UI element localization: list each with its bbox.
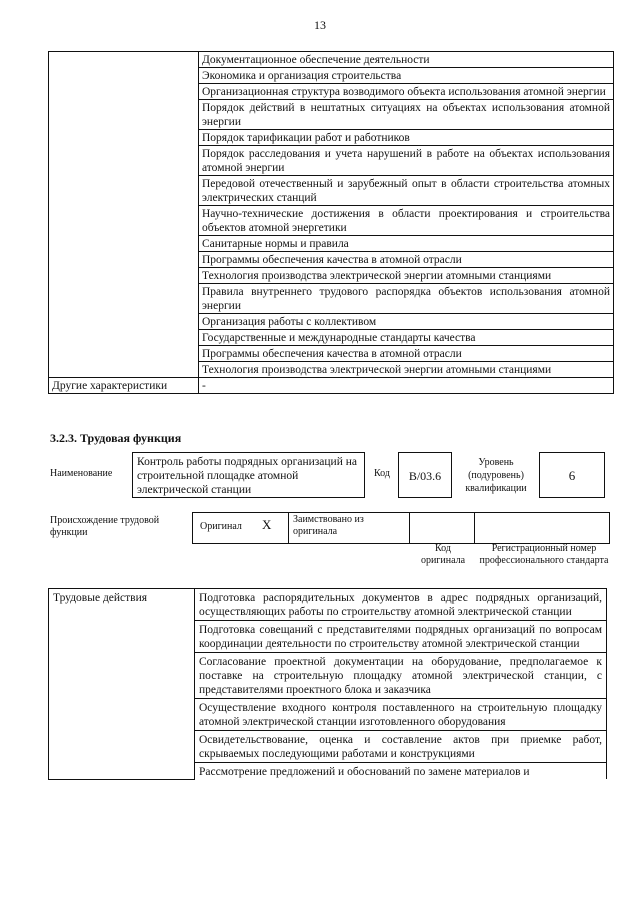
section-title: 3.2.3. Трудовая функция bbox=[50, 431, 182, 445]
table-row bbox=[49, 362, 614, 378]
blank-cell bbox=[49, 100, 199, 130]
table-row bbox=[49, 176, 614, 206]
knowledge-item: Программы обеспечения качества в атомной отрасли bbox=[199, 346, 614, 362]
knowledge-item: Порядок расследования и учета нарушений в работе на объектах использования атомной энергии bbox=[199, 146, 614, 176]
table-row bbox=[49, 252, 614, 268]
original-code-cell bbox=[409, 512, 475, 544]
knowledge-item: Порядок действий в нештатных ситуациях на объектах использования атомной энергии bbox=[199, 100, 614, 130]
original-label: Оригинал bbox=[200, 521, 242, 532]
knowledge-table bbox=[48, 51, 614, 394]
table-row bbox=[49, 284, 614, 314]
page-number: 13 bbox=[314, 18, 326, 32]
blank-cell bbox=[49, 68, 199, 84]
table-row bbox=[49, 330, 614, 346]
blank-cell bbox=[49, 284, 199, 314]
table-row bbox=[49, 84, 614, 100]
knowledge-item: Документационное обеспечение деятельности bbox=[199, 52, 614, 68]
code-caption: Код оригинала bbox=[420, 543, 466, 566]
table-row bbox=[49, 589, 607, 621]
blank-cell bbox=[49, 236, 199, 252]
table-row bbox=[49, 314, 614, 330]
knowledge-item: Государственные и международные стандарты качества bbox=[199, 330, 614, 346]
knowledge-item: Правила внутреннего трудового распорядка объектов использования атомной энергии bbox=[199, 284, 614, 314]
origin-label: Происхождение трудовой функции bbox=[50, 515, 160, 538]
knowledge-item: Программы обеспечения качества в атомной отрасли bbox=[199, 252, 614, 268]
table-row bbox=[49, 130, 614, 146]
knowledge-item: Организация работы с коллективом bbox=[199, 314, 614, 330]
other-label: Другие характеристики bbox=[49, 378, 199, 394]
function-name-text: Контроль работы подрядных организаций на строительной площадке атомной электрической станции bbox=[137, 456, 357, 496]
level-value bbox=[539, 452, 605, 498]
labor-action-item: Подготовка совещаний с представителями подрядных организаций по вопросам координации деятельности по строительству атомной электрической станции bbox=[195, 621, 607, 653]
knowledge-item: Технология производства электрической энергии атомными станциями bbox=[199, 268, 614, 284]
table-row bbox=[49, 378, 614, 394]
labor-action-item: Согласование проектной документации на оборудование, предполагаемое к поставке на строительную площадку атомной электрической станции, с представителями проектного блока и заказчика bbox=[195, 653, 607, 699]
blank-cell bbox=[49, 362, 199, 378]
blank-cell bbox=[49, 252, 199, 268]
table-row bbox=[49, 236, 614, 252]
table-row bbox=[49, 52, 614, 68]
name-label: Наименование bbox=[50, 468, 113, 479]
code-label: Код bbox=[374, 468, 390, 479]
knowledge-item: Передовой отечественный и зарубежный опыт в области строительства атомных электрических станций bbox=[199, 176, 614, 206]
level-value-text: 6 bbox=[568, 468, 576, 483]
borrowed-label: Заимствовано из оригинала bbox=[293, 514, 364, 537]
blank-cell bbox=[49, 84, 199, 100]
reg-caption: Регистрационный номер профессионального стандарта bbox=[479, 543, 609, 566]
knowledge-item: Организационная структура возводимого объекта использования атомной энергии bbox=[199, 84, 614, 100]
knowledge-item: Экономика и организация строительства bbox=[199, 68, 614, 84]
knowledge-item: Научно-технические достижения в области проектирования и строительства объектов атомной энергетики bbox=[199, 206, 614, 236]
other-value: - bbox=[199, 378, 614, 394]
labor-actions-table bbox=[48, 588, 607, 780]
labor-action-item: Осуществление входного контроля поставленного на строительную площадку атомной электрической станции изготовленного оборудования bbox=[195, 699, 607, 731]
knowledge-item: Санитарные нормы и правила bbox=[199, 236, 614, 252]
blank-cell bbox=[49, 130, 199, 146]
table-row bbox=[49, 268, 614, 284]
table-row bbox=[49, 100, 614, 130]
table-row bbox=[49, 68, 614, 84]
knowledge-item: Порядок тарификации работ и работников bbox=[199, 130, 614, 146]
labor-actions-label: Трудовые действия bbox=[49, 589, 195, 780]
labor-action-item: Подготовка распорядительных документов в адрес подрядных организаций, осуществляющих работы по строительству атомной электрической станции bbox=[195, 589, 607, 621]
table-row bbox=[49, 206, 614, 236]
blank-cell bbox=[49, 176, 199, 206]
table-row bbox=[49, 146, 614, 176]
function-name bbox=[132, 452, 365, 498]
knowledge-item: Технология производства электрической энергии атомными станциями bbox=[199, 362, 614, 378]
blank-cell bbox=[49, 146, 199, 176]
blank-cell bbox=[49, 330, 199, 346]
table-row bbox=[49, 346, 614, 362]
level-label: Уровень (подуровень) квалификации bbox=[465, 457, 527, 494]
blank-cell bbox=[49, 314, 199, 330]
labor-action-item: Освидетельствование, оценка и составление актов при приемке работ, скрываемых последующими работами и конструкциями bbox=[195, 731, 607, 763]
blank-cell bbox=[49, 52, 199, 68]
code-value-text: B/03.6 bbox=[408, 469, 442, 483]
blank-cell bbox=[49, 206, 199, 236]
labor-action-item: Рассмотрение предложений и обоснований по замене материалов и bbox=[195, 763, 607, 780]
blank-cell bbox=[49, 346, 199, 362]
code-value bbox=[398, 452, 452, 498]
blank-cell bbox=[49, 268, 199, 284]
original-mark: X bbox=[262, 517, 272, 532]
